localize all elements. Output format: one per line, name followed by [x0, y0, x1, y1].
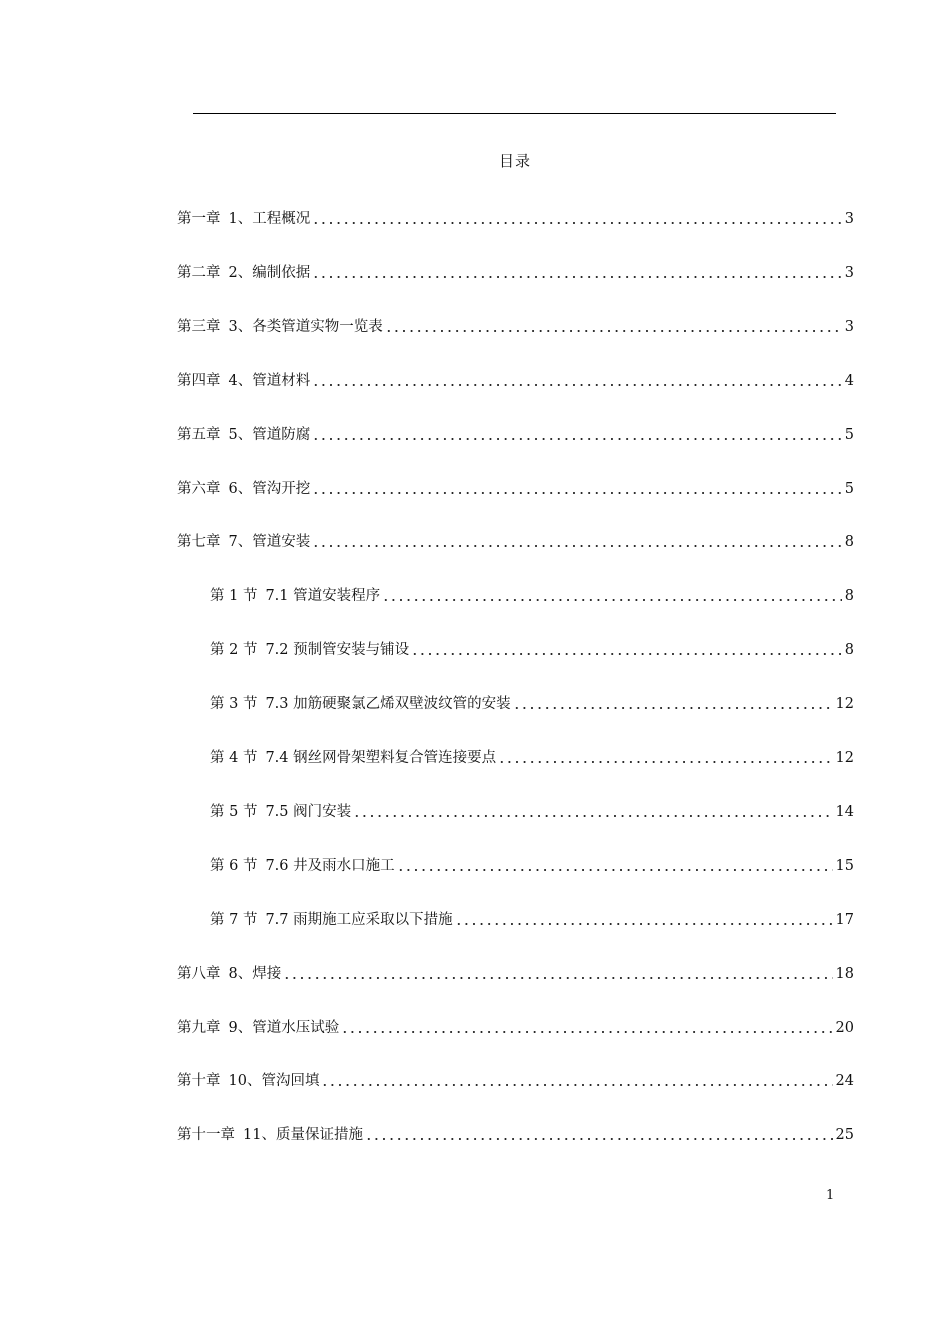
toc-entry-number: 第 6 节 — [210, 857, 258, 874]
toc-entry-title: 7、管道安装 — [228, 534, 311, 551]
toc-entry-title: 10、管沟回填 — [228, 1073, 320, 1090]
toc-dot-leader — [397, 858, 833, 872]
toc-dot-leader — [411, 642, 842, 656]
toc-entry[interactable] — [210, 581, 854, 605]
toc-entry-number: 第六章 — [177, 480, 221, 497]
toc-entry-number: 第 2 节 — [210, 642, 258, 659]
toc-entry[interactable] — [177, 420, 854, 444]
toc-entry-number: 第七章 — [177, 534, 221, 551]
toc-entry-title: 9、管道水压试验 — [228, 1019, 340, 1036]
toc-entry-page: 3 — [844, 318, 854, 335]
toc-entry[interactable] — [177, 204, 854, 228]
toc-entry-page: 3 — [844, 264, 854, 281]
toc-title: 目录 — [498, 152, 531, 170]
toc-entry-number: 第 1 节 — [210, 588, 258, 605]
toc-dot-leader — [321, 1073, 832, 1087]
toc-dot-leader — [513, 696, 833, 710]
toc-dot-leader — [312, 481, 842, 495]
toc-dot-leader — [385, 319, 842, 333]
toc-entry[interactable] — [177, 1066, 854, 1090]
toc-dot-leader — [365, 1127, 833, 1141]
toc-entry[interactable] — [177, 258, 854, 282]
toc-entry-title: 4、管道材料 — [228, 372, 311, 389]
toc-entry-page: 8 — [844, 534, 854, 551]
toc-dot-leader — [341, 1020, 832, 1034]
toc-entry-title: 7.4 钢丝网骨架塑料复合管连接要点 — [265, 750, 497, 766]
toc-entry-number: 第九章 — [177, 1019, 221, 1036]
toc-entry-number: 第二章 — [177, 264, 221, 281]
toc-entry[interactable] — [177, 959, 854, 983]
toc-entry-page: 17 — [835, 911, 854, 928]
toc-entry-title: 11、质量保证措施 — [243, 1127, 363, 1144]
toc-entry-number: 第十章 — [177, 1073, 221, 1090]
toc-dot-leader — [312, 534, 842, 548]
toc-entry-number: 第 4 节 — [210, 750, 258, 766]
toc-dot-leader — [455, 912, 833, 926]
toc-entry[interactable] — [210, 689, 854, 713]
toc-entry[interactable] — [210, 743, 854, 767]
toc-entry-number: 第八章 — [177, 965, 221, 982]
toc-entry[interactable] — [210, 797, 854, 821]
toc-entry-page: 8 — [844, 588, 854, 605]
toc-entry-number: 第一章 — [177, 211, 221, 227]
toc-entry-page: 5 — [844, 480, 854, 497]
toc-entry-title: 1、工程概况 — [228, 211, 311, 227]
toc-entry[interactable] — [177, 474, 854, 498]
toc-entry-page: 25 — [835, 1127, 854, 1144]
toc-entry[interactable] — [177, 1120, 854, 1144]
toc-dot-leader — [312, 427, 842, 441]
toc-entry-title: 6、管沟开挖 — [228, 480, 311, 497]
toc-entry[interactable] — [177, 1013, 854, 1037]
toc-entry-title: 7.5 阀门安装 — [265, 803, 352, 820]
toc-dot-leader — [353, 804, 832, 818]
toc-entry-number: 第 3 节 — [210, 696, 258, 713]
toc-dot-leader — [312, 373, 842, 387]
toc-entry-page: 12 — [835, 750, 854, 766]
toc-entry-page: 18 — [835, 965, 854, 982]
toc-dot-leader — [283, 966, 832, 980]
toc-entry[interactable] — [177, 527, 854, 551]
toc-entry-title: 3、各类管道实物一览表 — [228, 318, 383, 335]
toc-entry-title: 5、管道防腐 — [228, 426, 311, 443]
toc-entry-page: 8 — [844, 642, 854, 659]
toc-entry-number: 第 5 节 — [210, 803, 258, 820]
toc-entry-number: 第五章 — [177, 426, 221, 443]
toc-entry-page: 3 — [844, 211, 854, 227]
toc-entry-number: 第四章 — [177, 372, 221, 389]
toc-entry-title: 7.1 管道安装程序 — [265, 588, 381, 605]
toc-entry-number: 第三章 — [177, 318, 221, 335]
toc-entry-page: 20 — [835, 1019, 854, 1036]
toc-entry-title: 2、编制依据 — [228, 264, 311, 281]
toc-entry-number: 第十一章 — [177, 1127, 235, 1144]
toc-entry-title: 7.6 井及雨水口施工 — [265, 857, 395, 874]
toc-dot-leader — [498, 750, 832, 764]
toc-entry[interactable] — [210, 851, 854, 875]
toc-entry-page: 4 — [844, 372, 854, 389]
toc-dot-leader — [312, 265, 842, 279]
toc-entry-page: 14 — [835, 803, 854, 820]
toc-entry[interactable] — [210, 905, 854, 929]
toc-dot-leader — [382, 588, 842, 602]
toc-entry-page: 24 — [835, 1073, 854, 1090]
toc-entry-title: 7.7 雨期施工应采取以下措施 — [265, 911, 453, 928]
toc-entry[interactable] — [177, 312, 854, 336]
toc-entry-title: 7.2 预制管安装与铺设 — [265, 642, 410, 659]
toc-entry-page: 12 — [835, 696, 854, 713]
toc-entry-title: 8、焊接 — [228, 965, 282, 982]
toc-entry[interactable] — [210, 635, 854, 659]
toc-entry-title: 7.3 加筋硬聚氯乙烯双壁波纹管的安装 — [265, 696, 511, 713]
toc-entry[interactable] — [177, 366, 854, 390]
toc-entry-page: 5 — [844, 426, 854, 443]
toc-dot-leader — [312, 211, 842, 225]
toc-entry-page: 15 — [835, 857, 854, 874]
page-number: 1 — [826, 1188, 835, 1203]
toc-entry-number: 第 7 节 — [210, 911, 258, 928]
